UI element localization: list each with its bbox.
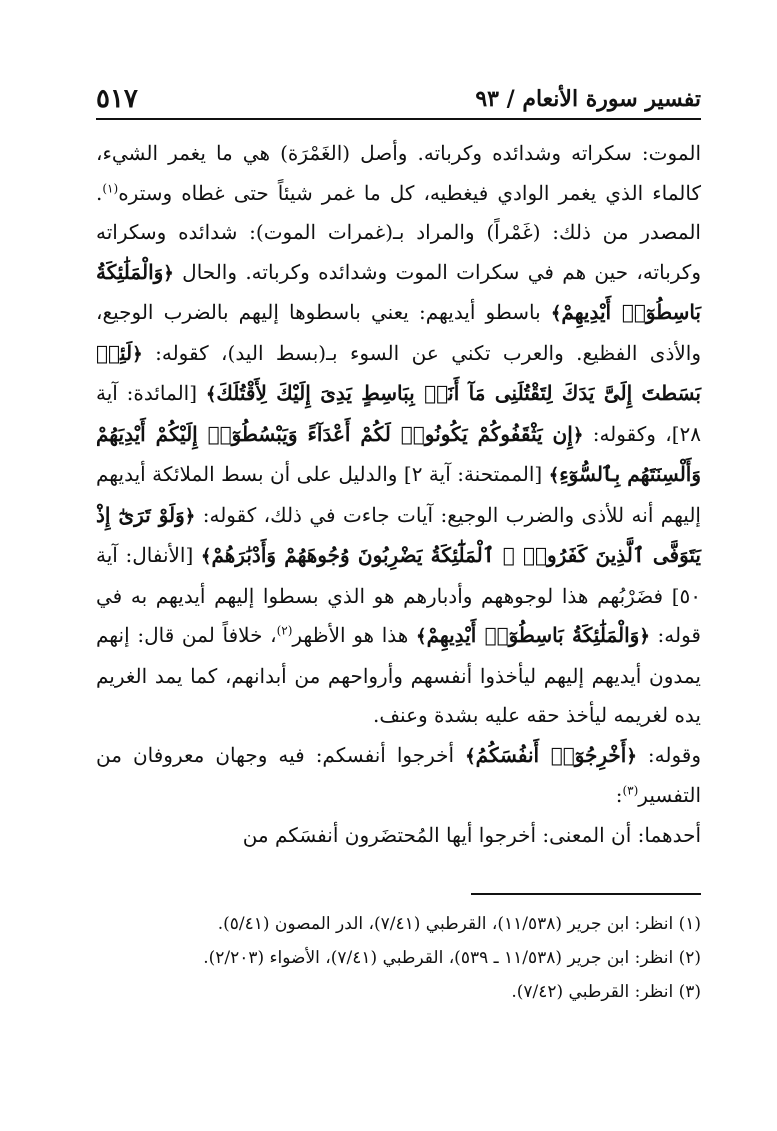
paragraph-3 bbox=[96, 816, 701, 856]
paragraph-1-text-d: هذا هو الأظهر bbox=[292, 623, 417, 647]
footnotes bbox=[96, 907, 701, 1009]
footnote-1: (١) انظر: ابن جرير (١١/٥٣٨)، القرطبي (٧/٤١)، الدر المصون (٥/٤١). bbox=[217, 914, 701, 934]
footnote-ref-3: (٣) bbox=[622, 783, 639, 798]
quran-verse-1: ﴿وَالْمَلَٰئِكَةُ بَاسِطُوٓا۟ أَيْدِيهِمْ﴾ bbox=[96, 259, 701, 324]
quran-verse-2: ﴿لَئِنۢ بَسَطتَ إِلَىَّ يَدَكَ لِتَقْتُلَنِى مَآ أَنَا۠ بِبَاسِطٍ يَدِىَ إِلَيْكَ لِأَقْتُلَكَ﴾ bbox=[96, 340, 701, 405]
footnote-3: (٣) انظر: القرطبي (٧/٤٢). bbox=[511, 982, 701, 1002]
footnote-2: (٢) انظر: ابن جرير (١١/٥٣٨ ـ ٥٣٩)، القرطبي (٧/٤١)، الأضواء (٢/٢٠٣). bbox=[203, 948, 701, 968]
main-text bbox=[96, 134, 701, 855]
surah-reference-1: [المائدة: آية ٢٨]، وكقوله: bbox=[96, 381, 701, 446]
paragraph-1-text-a: الموت: سكراته وشدائده وكرباته. وأصل (الغَمْرَة) هي ما يغمر الشيء، كالماء الذي يغمر الوادي فيغطيه، كل ما غمر شيئاً حتى غطاه وستره bbox=[96, 141, 702, 205]
paragraph-1-text-e: ، خلافاً لمن قال: إنهم يمدون أيديهم إليهم ليأخذوا أنفسهم وأرواحهم من أبدانهم، كما يمد الغريم يده لغريمه ليأخذ حقه عليه بشدة وعنف. bbox=[96, 623, 701, 727]
footnote-ref-2: (٢) bbox=[276, 623, 293, 638]
paragraph-2-text-b: أخرجوا أنفسكم: فيه وجهان معروفان من التفسير bbox=[96, 742, 701, 807]
quran-verse-4: ﴿وَلَوْ تَرَىٰٓ إِذْ يَتَوَفَّى ٱلَّذِينَ كَفَرُوا۟ ۙ ٱلْمَلَٰٓئِكَةُ يَضْرِبُونَ وُجُوهَهُمْ وَأَدْبَٰرَهُمْ﴾ bbox=[96, 502, 701, 567]
header-title: تفسير سورة الأنعام / ٩٣ bbox=[475, 86, 701, 112]
quran-verse-6: ﴿أَخْرِجُوٓا۟ أَنفُسَكُمُ﴾ bbox=[465, 742, 637, 767]
paragraph-1-text-b: . المصدر من ذلك: (غَمْراً) والمراد بـ(غمرات الموت): شدائده وسكراته وكرباته، حين هم في سكرات الموت وشدائده وكرباته. والحال bbox=[96, 180, 701, 284]
footnote-ref-1: (١) bbox=[102, 180, 119, 195]
paragraph-2-text-a: وقوله: bbox=[636, 742, 701, 767]
paragraph-1-text-c: باسطو أيديهم: يعني باسطوها إليهم بالضرب الوجيع، والأذى الفظيع. والعرب تكني عن السوء بـ(بسط اليد)، كقوله: bbox=[96, 300, 701, 365]
footnote-divider bbox=[471, 893, 701, 895]
surah-reference-2: [الممتحنة: آية ٢] والدليل على أن بسط الملائكة أيديهم إليهم أنه للأذى والضرب الوجيع: آيات جاءت في ذلك، كقوله: bbox=[96, 462, 701, 527]
paragraph-2 bbox=[96, 736, 701, 816]
paragraph-2-text-c: : bbox=[615, 783, 623, 807]
running-header bbox=[96, 84, 701, 120]
paragraph-3-text: أحدهما: أن المعنى: أخرجوا أيها المُحتضَرون أنفسَكم من bbox=[242, 822, 701, 847]
quran-verse-3: ﴿إِن يَثْقَفُوكُمْ يَكُونُوا۟ لَكُمْ أَعْدَآءً وَيَبْسُطُوٓا۟ إِلَيْكُمْ أَيْدِيَهُمْ وَأَلْسِنَتَهُم بِٱلسُّوٓءِ﴾ bbox=[96, 421, 702, 486]
quran-verse-5: ﴿وَالْمَلَٰئِكَةُ بَاسِطُوٓا۟ أَيْدِيهِمْ﴾ bbox=[416, 623, 650, 647]
page-number: ٥١٧ bbox=[96, 84, 138, 114]
paragraph-1 bbox=[96, 134, 701, 736]
surah-reference-3: [الأنفال: آية ٥٠] فضَرْبُهم هذا لوجوههم وأدبارهم هو الذي بسطوا إليهم أيديهم به في قوله: bbox=[96, 543, 701, 647]
